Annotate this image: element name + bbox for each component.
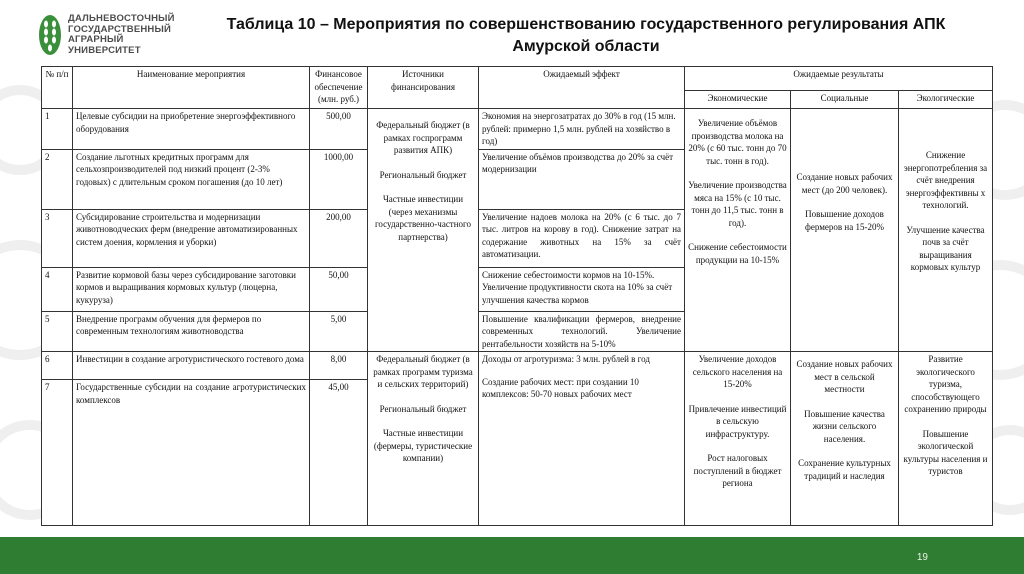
row-effect: Снижение себестоимости кормов на 10-15%. Увеличение продуктивности скота на 10% за счёт улучшения качества кормов (479, 267, 685, 311)
row-num: 5 (42, 311, 73, 352)
source-item: Частные инвестиции (фермеры, туристические компании) (373, 428, 473, 463)
row-finance: 8,00 (310, 352, 368, 380)
logo-line: УНИВЕРСИТЕТ (68, 44, 141, 56)
economic-item: Снижение себестоимости продукции на 10-15% (688, 242, 787, 265)
source-item: Региональный бюджет (379, 169, 467, 180)
row-num: 2 (42, 149, 73, 209)
ecological-item: Развитие экологического туризма, способствующего сохранению природы (904, 354, 987, 414)
economic-item: Привлечение инвестиций в сельскую инфраструктуру. (688, 403, 787, 439)
row-name: Целевые субсидии на приобретение энергоэффективного оборудования (73, 109, 310, 150)
header-social: Социальные (791, 91, 899, 109)
row-finance: 5,00 (310, 311, 368, 352)
row-finance: 1000,00 (310, 149, 368, 209)
row-effect: Повышение квалификации фермеров, внедрение современных технологий. Увеличение рентабельности хозяйств на 5-10% (479, 311, 685, 352)
source-item: Федеральный бюджет (в рамках госпрограмм развития АПК) (376, 120, 470, 155)
sources-group-1 (368, 109, 479, 352)
header-results: Ожидаемые результаты (685, 67, 993, 91)
university-logo-text (68, 14, 175, 56)
row-finance: 500,00 (310, 109, 368, 150)
row-num: 4 (42, 267, 73, 311)
economic-item: Рост налоговых поступлений в бюджет региона (693, 453, 782, 488)
ecological-item: Повышение экологической культуры населения и туристов (903, 428, 988, 476)
row-effect: Увеличение надоев молока на 20% (с 6 тыс. до 7 тыс. литров на корову в год). Снижение затрат на содержание животных на 15% за счёт автоматизации. (479, 209, 685, 267)
row-effect: Доходы от агротуризма: 3 млн. рублей в год (482, 354, 650, 364)
logo-line: АГРАРНЫЙ (68, 34, 124, 45)
row-name: Инвестиции в создание агротуристического гостевого дома (73, 352, 310, 380)
social-item: Повышение качества жизни сельского населения. (804, 408, 885, 444)
ecological-item: Снижение энергопотребления за счёт внедрения энергоэффективны х технологий. (903, 150, 988, 210)
ecological-results-group-1 (899, 109, 993, 352)
row-finance: 45,00 (310, 380, 368, 526)
source-item: Федеральный бюджет (в рамках программ туризма и сельских территорий) (373, 354, 473, 389)
header-economic: Экономические (685, 91, 791, 109)
social-item: Создание новых рабочих мест в сельской местности (796, 359, 893, 394)
table-row (42, 109, 993, 150)
header-ecological: Экологические (899, 91, 993, 109)
row-name: Государственные субсидии на создание агротуристических комплексов (73, 380, 310, 526)
logo-line: ДАЛЬНЕВОСТОЧНЫЙ (68, 13, 175, 24)
table-row (42, 352, 993, 380)
row-name: Создание льготных кредитных программ для сельхозпроизводителей под низкий процент (2-3% годовых) с длительным сроком погашения (до 10 лет) (73, 149, 310, 209)
page-title (196, 14, 976, 58)
economic-item: Увеличение производства мяса на 15% (с 10 тыс. тонн до 11,5 тыс. тонн в год). (688, 180, 787, 228)
measures-table (41, 66, 993, 526)
page-number: 19 (916, 552, 928, 563)
header-name: Наименование мероприятия (73, 67, 310, 109)
row-finance: 200,00 (310, 209, 368, 267)
social-item: Создание новых рабочих мест (до 200 человек). (796, 172, 893, 195)
title-line-2: Амурской области (512, 38, 660, 55)
header-num: № п/п (42, 67, 73, 109)
row-num: 7 (42, 380, 73, 526)
row-finance: 50,00 (310, 267, 368, 311)
header-sources: Источники финансирования (368, 67, 479, 109)
row-name: Развитие кормовой базы через субсидирование заготовки кормов и выращивания кормовых культур (люцерна, кукуруза) (73, 267, 310, 311)
social-results-group-2 (791, 352, 899, 526)
economic-results-group-2 (685, 352, 791, 526)
logo-line: ГОСУДАРСТВЕННЫЙ (68, 23, 172, 35)
source-item: Региональный бюджет (379, 403, 467, 414)
row-effect: Экономия на энергозатратах до 30% в год (15 млн. рублей: примерно 1,5 млн. рублей на хозяйство в год) (479, 109, 685, 150)
source-item: Частные инвестиции (через механизмы государственно-частного партнерства) (374, 194, 472, 242)
title-line-1: Таблица 10 – Мероприятия по совершенствованию государственного регулирования АПК (226, 16, 946, 33)
economic-item: Увеличение доходов сельского населения на 15-20% (692, 354, 783, 389)
sources-group-2 (368, 352, 479, 526)
row-effect: Создание рабочих мест: при создании 10 комплексов: 50-70 новых рабочих мест (482, 376, 639, 399)
social-item: Сохранение культурных традиций и наследия (798, 458, 891, 481)
row-name: Внедрение программ обучения для фермеров по современным технологиям животноводства (73, 311, 310, 352)
social-results-group-1 (791, 109, 899, 352)
ecological-results-group-2 (899, 352, 993, 526)
row-effect: Увеличение объёмов производства до 20% за счёт модернизации (479, 149, 685, 209)
footer-bar (0, 537, 1024, 574)
row-num: 3 (42, 209, 73, 267)
header-effect: Ожидаемый эффект (479, 67, 685, 109)
ecological-item: Улучшение качества почв за счёт выращивания кормовых культур (906, 224, 985, 272)
row-num: 6 (42, 352, 73, 380)
economic-results-group-1 (685, 109, 791, 352)
row-name: Субсидирование строительства и модернизации животноводческих ферм (внедрение автоматизированных систем доения, кормления и уборки) (73, 209, 310, 267)
economic-item: Увеличение объёмов производства молока на 20% (с 60 тыс. тонн до 70 тыс. тонн в год). (688, 118, 787, 166)
header-finance: Финансовое обеспечение (млн. руб.) (310, 67, 368, 109)
row-num: 1 (42, 109, 73, 150)
social-item: Повышение доходов фермеров на 15-20% (805, 209, 884, 232)
row-effect-group-2 (479, 352, 685, 526)
